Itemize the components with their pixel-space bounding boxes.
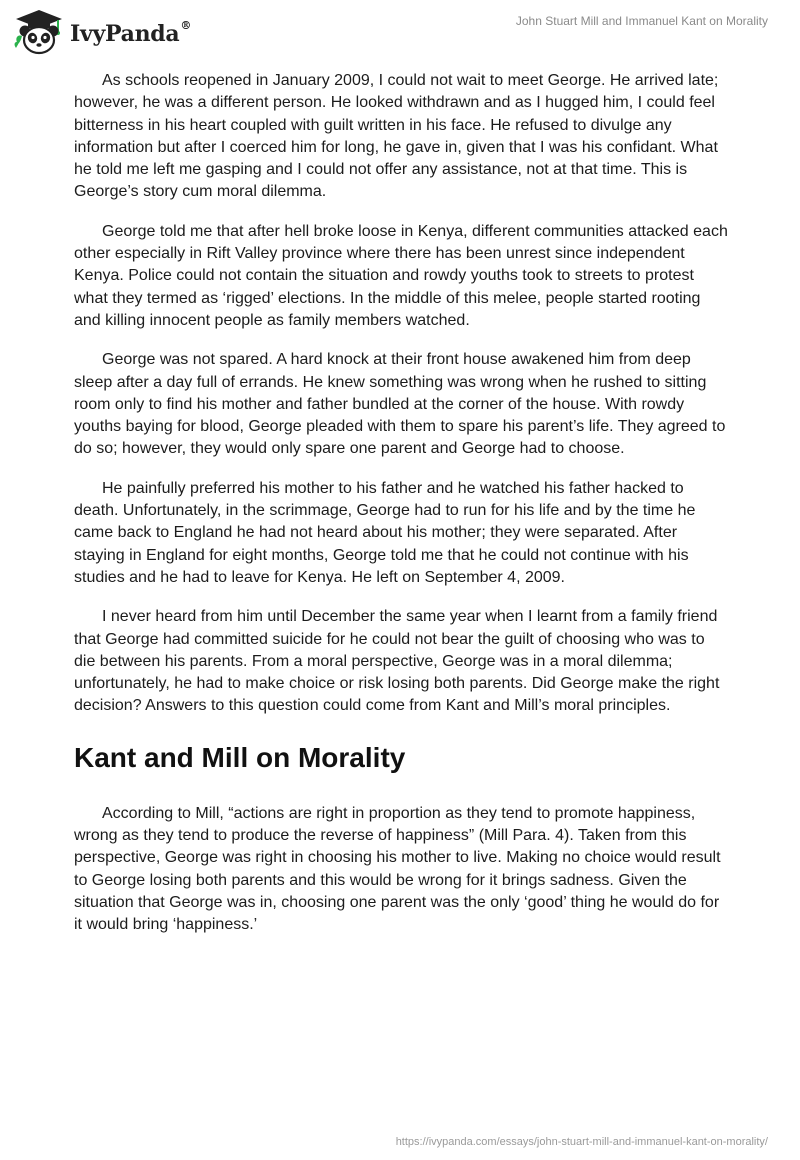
paragraph: George was not spared. A hard knock at their front house awakened him from deep sleep after a day full of errands. He knew something was wrong when he rushed to sitting room only to find his mother and father bundled at the corner of the house. With rowdy youths baying for blood, George pleaded with them to spare his parent’s life. They agreed to do so; however, they would only spare one parent and George had to choose.	[74, 351, 726, 458]
document-title: John Stuart Mill and Immanuel Kant on Morality	[515, 14, 768, 28]
paragraph: George told me that after hell broke loose in Kenya, different communities attacked each other especially in Rift Valley province where there has been unrest since independent Kenya. Police could not contain the situation and rowdy youths took to streets to protest what they termed as ‘rigged’ elections. In the middle of this melee, people started rooting and killing innocent people as family members watched.	[74, 222, 728, 329]
paragraph: According to Mill, “actions are right in proportion as they tend to promote happiness, wrong as they tend to produce the reverse of happiness” (Mill Para. 4). Taken from this perspective, George was right in choosing his mother to live. Making no choice would result to George losing both parents and this would be wrong for it brings sadness. Given the situation that George was in, choosing one parent was the only ‘good’ thing he would do for it would bring ‘happiness.’	[74, 804, 721, 934]
section-heading: Kant and Mill on Morality	[74, 741, 406, 773]
page-header	[0, 0, 800, 64]
paragraph: As schools reopened in January 2009, I could not wait to meet George. He arrived late; however, he was a different person. He looked withdrawn and as I hugged him, I could feel bitterness in his heart coupled with guilt written in his face. He refused to divulge any information but after I coerced him for long, he gave in, given that I was his confidant. What he told me left me gasping and I could not offer any assistance, not at that time. This is George’s story cum moral dilemma.	[74, 72, 719, 201]
panda-graduate-icon	[12, 8, 66, 56]
ivypanda-logo-link[interactable]	[12, 8, 191, 56]
brand-name	[70, 18, 192, 47]
paragraph: I never heard from him until December the same year when I learnt from a family friend that George had committed suicide for he could not bear the guilt of choosing who was to die between his parents. From a moral perspective, George was in a moral dilemma; unfortunately, he had to make choice or risk losing both parents. Did George make the right decision? Answers to this question could come from Kant and Mill’s moral principles.	[74, 608, 720, 715]
paragraph: He painfully preferred his mother to his father and he watched his father hacked to death. Unfortunately, in the scrimmage, George had to run for his life and by the time he came back to England he had not heard about his mother; they were separated. After staying in England for eight months, George told me that he could not continue with his studies and he had to leave for Kenya. He left on September 4, 2009.	[74, 479, 696, 586]
registered-mark: ®	[180, 18, 192, 32]
brand-text: IvyPanda	[70, 21, 180, 47]
essay-content	[74, 70, 730, 954]
source-url-link[interactable]: https://ivypanda.com/essays/john-stuart-mill-and-immanuel-kant-on-morality/	[395, 1136, 768, 1148]
